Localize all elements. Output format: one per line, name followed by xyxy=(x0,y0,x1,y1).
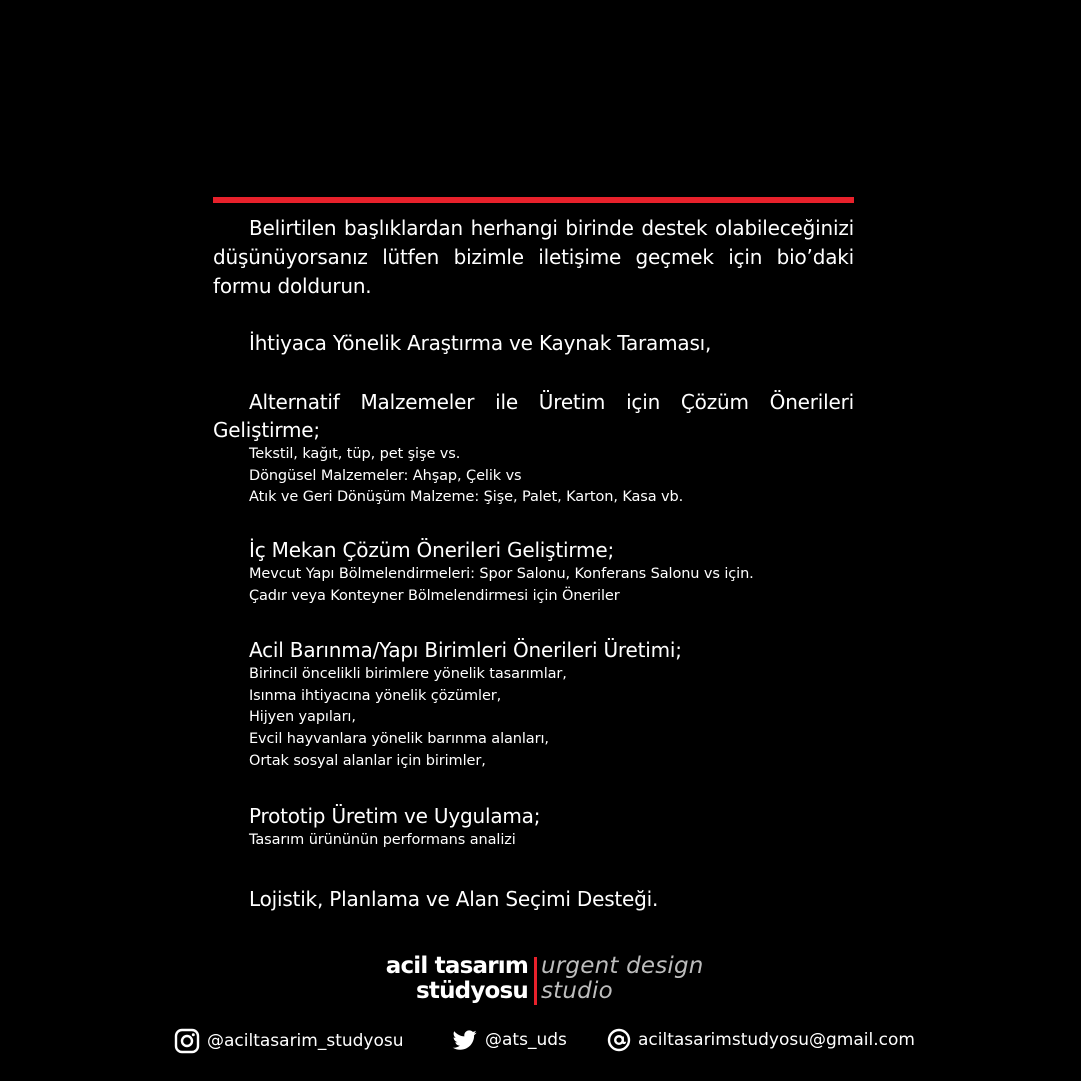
section-items xyxy=(249,830,854,852)
section-heading: İç Mekan Çözüm Önerileri Geliştirme; xyxy=(249,538,614,562)
list-item: Isınma ihtiyacına yönelik çözümler, xyxy=(249,687,502,704)
list-item: Birincil öncelikli birimlere yönelik tasarımlar, xyxy=(249,666,567,682)
section-heading: Alternatif Malzemeler ile Üretim için Çözüm Önerileri Geliştirme; xyxy=(213,390,854,442)
footer-contacts xyxy=(0,1028,1081,1058)
list-item: Tekstil, kağıt, tüp, pet şişe vs. xyxy=(249,446,461,462)
section-materials xyxy=(213,388,854,509)
logo-subtitle xyxy=(541,954,704,1004)
section-heading: İhtiyaca Yönelik Araştırma ve Kaynak Taraması, xyxy=(249,331,712,355)
instagram-handle: @aciltasarim_studyosu xyxy=(207,1031,404,1051)
list-item: Ortak sosyal alanlar için birimler, xyxy=(249,752,486,769)
list-item: Mevcut Yapı Bölmelendirmeleri: Spor Salonu, Konferans Salonu vs için. xyxy=(249,566,754,582)
logo-sub-line-2: studio xyxy=(541,978,613,1004)
twitter-handle: @ats_uds xyxy=(485,1030,567,1050)
section-heading: Prototip Üretim ve Uygulama; xyxy=(249,804,541,828)
twitter-link[interactable] xyxy=(452,1028,567,1052)
instagram-link[interactable] xyxy=(174,1028,404,1054)
twitter-icon xyxy=(452,1028,478,1052)
studio-logo xyxy=(376,954,716,1006)
red-accent-bar xyxy=(213,197,854,203)
instagram-icon xyxy=(174,1028,200,1054)
section-shelter xyxy=(213,636,854,773)
main-content xyxy=(213,214,854,911)
list-item: Tasarım ürününün performans analizi xyxy=(249,832,516,848)
logo-line-2: stüdyosu xyxy=(416,978,528,1004)
section-items xyxy=(249,664,854,773)
list-item: Döngüsel Malzemeler: Ahşap, Çelik vs xyxy=(249,467,522,484)
logo-line-1: acil tasarım xyxy=(385,953,528,979)
section-research xyxy=(213,329,854,357)
intro-text: Belirtilen başlıklardan herhangi birinde destek olabileceğinizi düşünüyorsanız lütfen bizimle iletişime geçmek için bio’daki formu doldurun. xyxy=(213,216,854,298)
at-sign-icon xyxy=(607,1028,631,1052)
list-item: Evcil hayvanlara yönelik barınma alanları, xyxy=(249,731,549,748)
section-logistics xyxy=(213,885,854,913)
section-prototype xyxy=(213,802,854,852)
section-heading: Lojistik, Planlama ve Alan Seçimi Desteği. xyxy=(249,887,659,911)
section-items xyxy=(249,564,854,607)
email-address: aciltasarimstudyosu@gmail.com xyxy=(638,1030,915,1050)
list-item: Çadır veya Konteyner Bölmelendirmesi için Öneriler xyxy=(249,587,620,604)
email-link[interactable] xyxy=(607,1028,915,1052)
logo-sub-line-1: urgent design xyxy=(541,953,704,979)
list-item: Atık ve Geri Dönüşüm Malzeme: Şişe, Palet, Karton, Kasa vb. xyxy=(249,489,684,506)
logo-divider xyxy=(534,957,537,1005)
section-interior xyxy=(213,536,854,607)
list-item: Hijyen yapıları, xyxy=(249,709,356,726)
logo-wordmark xyxy=(386,954,528,1004)
section-items xyxy=(249,444,854,509)
section-heading: Acil Barınma/Yapı Birimleri Önerileri Üretimi; xyxy=(249,638,682,662)
